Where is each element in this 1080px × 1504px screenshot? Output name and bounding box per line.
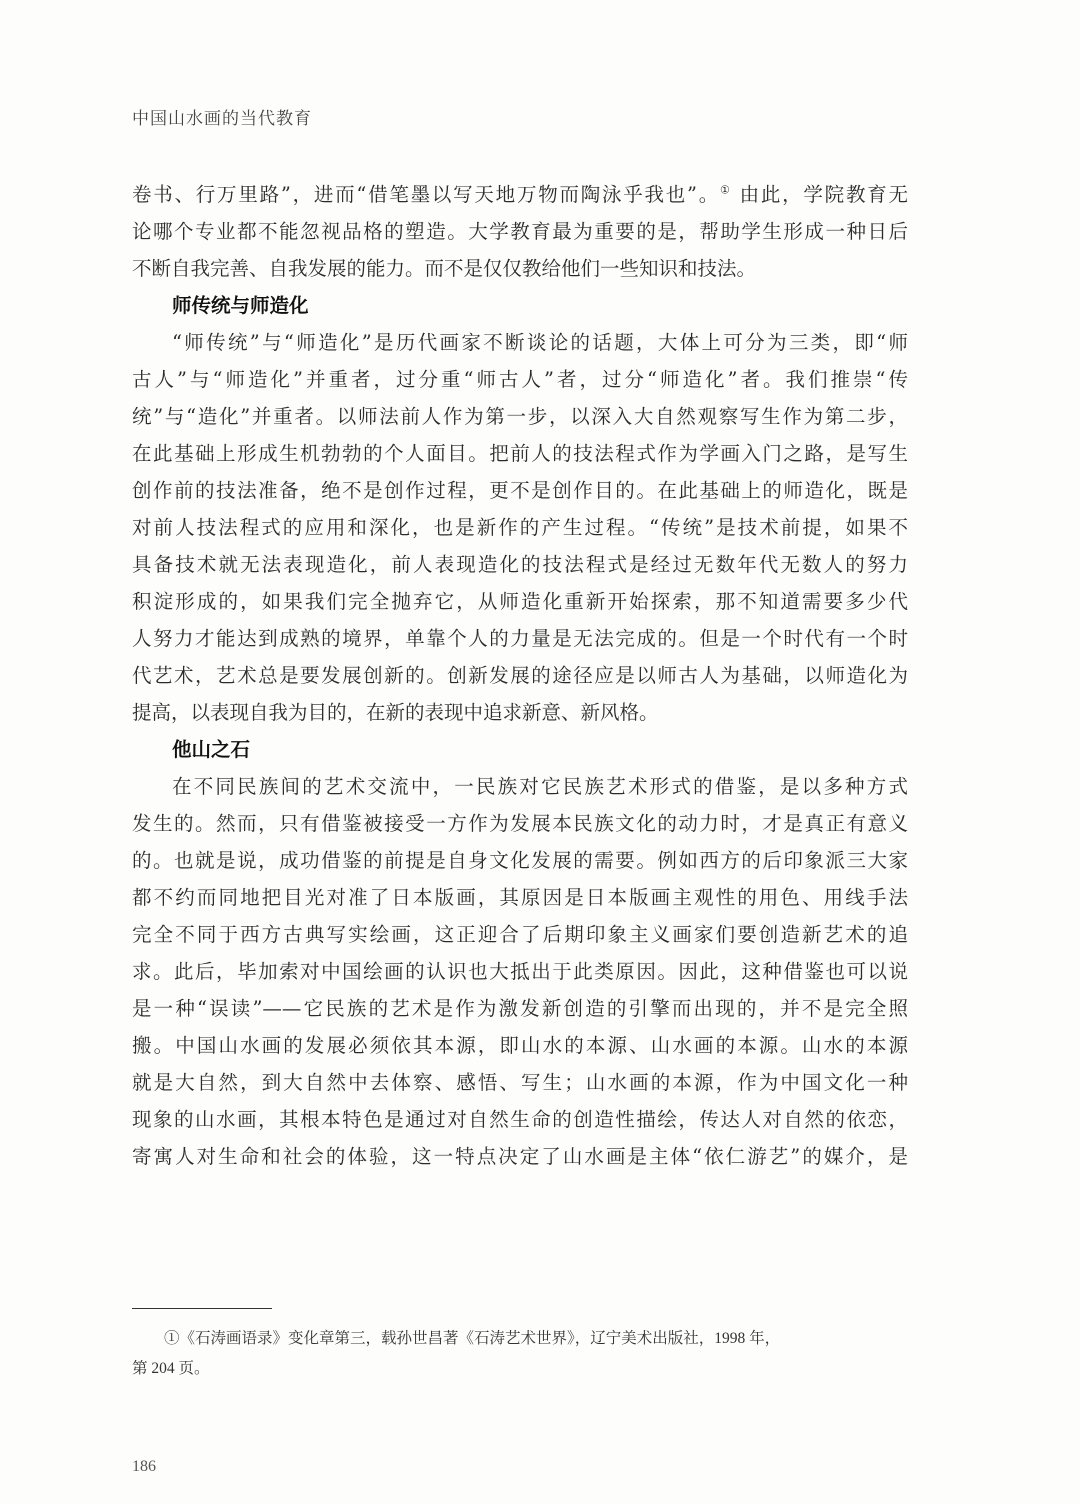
footnote-divider <box>132 1308 272 1309</box>
text-line: 统”与“造化”并重者。以师法前人作为第一步，以深入大自然观察写生作为第二步， <box>132 405 908 428</box>
page-number: 186 <box>132 1458 156 1475</box>
text-line: 对前人技法程式的应用和深化，也是新作的产生过程。“传统”是技术前提，如果不 <box>132 516 908 539</box>
section-heading: 他山之石 <box>172 738 251 761</box>
text-line: 论哪个专业都不能忽视品格的塑造。大学教育最为重要的是，帮助学生形成一种日后 <box>132 220 908 243</box>
text-line: 代艺术，艺术总是要发展创新的。创新发展的途径应是以师古人为基础，以师造化为 <box>132 664 908 687</box>
text-line: 现象的山水画，其根本特色是通过对自然生命的创造性描绘，传达人对自然的依恋， <box>132 1108 908 1131</box>
text-line: 的。也就是说，成功借鉴的前提是自身文化发展的需要。例如西方的后印象派三大家 <box>132 849 908 872</box>
text-line: 在此基础上形成生机勃勃的个人面目。把前人的技法程式作为学画入门之路，是写生 <box>132 442 908 465</box>
paragraph-intro <box>132 176 908 287</box>
text-line: 不断自我完善、自我发展的能力。而不是仅仅教给他们一些知识和技法。 <box>132 257 757 280</box>
body-text <box>132 176 908 1175</box>
text-line: 就是大自然，到大自然中去体察、感悟、写生；山水画的本源，作为中国文化一种 <box>132 1071 908 1094</box>
footnote-line: 第 204 页。 <box>132 1360 210 1377</box>
text-line: 积淀形成的，如果我们完全抛弃它，从师造化重新开始探索，那不知道需要多少代 <box>132 590 908 613</box>
text-line: 古人”与“师造化”并重者，过分重“师古人”者，过分“师造化”者。我们推崇“传 <box>132 368 908 391</box>
text-line: 求。此后，毕加索对中国绘画的认识也大抵出于此类原因。因此，这种借鉴也可以说 <box>132 960 908 983</box>
paragraph-section2 <box>132 768 908 1175</box>
footnote-line: ①《石涛画语录》变化章第三，载孙世昌著《石涛艺术世界》，辽宁美术出版社，1998 年， <box>164 1330 781 1347</box>
text-line: 是一种“误读”——它民族的艺术是作为激发新创造的引擎而出现的，并不是完全照 <box>132 997 908 1020</box>
text-line: 卷书、行万里路”，进而“借笔墨以写天地万物而陶泳乎我也”。① 由此，学院教育无 <box>132 183 908 206</box>
text-line: 在不同民族间的艺术交流中，一民族对它民族艺术形式的借鉴，是以多种方式 <box>172 775 908 798</box>
text-line: “师传统”与“师造化”是历代画家不断谈论的话题，大体上可分为三类，即“师 <box>172 331 908 354</box>
text-line: 完全不同于西方古典写实绘画，这正迎合了后期印象主义画家们要创造新艺术的追 <box>132 923 908 946</box>
text-line: 都不约而同地把目光对准了日本版画，其原因是日本版画主观性的用色、用线手法 <box>132 886 908 909</box>
footnote <box>132 1324 908 1384</box>
footnote-reference[interactable]: ① <box>720 183 732 197</box>
paragraph-section1 <box>132 324 908 731</box>
running-head: 中国山水画的当代教育 <box>132 109 312 129</box>
text-line: 搬。中国山水画的发展必须依其本源，即山水的本源、山水画的本源。山水的本源 <box>132 1034 908 1057</box>
text-line: 寄寓人对生命和社会的体验，这一特点决定了山水画是主体“依仁游艺”的媒介，是 <box>132 1145 908 1168</box>
section-heading: 师传统与师造化 <box>172 294 309 317</box>
text-line: 发生的。然而，只有借鉴被接受一方作为发展本民族文化的动力时，才是真正有意义 <box>132 812 908 835</box>
text-line: 人努力才能达到成熟的境界，单靠个人的力量是无法完成的。但是一个时代有一个时 <box>132 627 908 650</box>
text-line: 提高，以表现自我为目的，在新的表现中追求新意、新风格。 <box>132 701 659 724</box>
text-line: 创作前的技法准备，绝不是创作过程，更不是创作目的。在此基础上的师造化，既是 <box>132 479 908 502</box>
text-line: 具备技术就无法表现造化，前人表现造化的技法程式是经过无数年代无数人的努力 <box>132 553 908 576</box>
